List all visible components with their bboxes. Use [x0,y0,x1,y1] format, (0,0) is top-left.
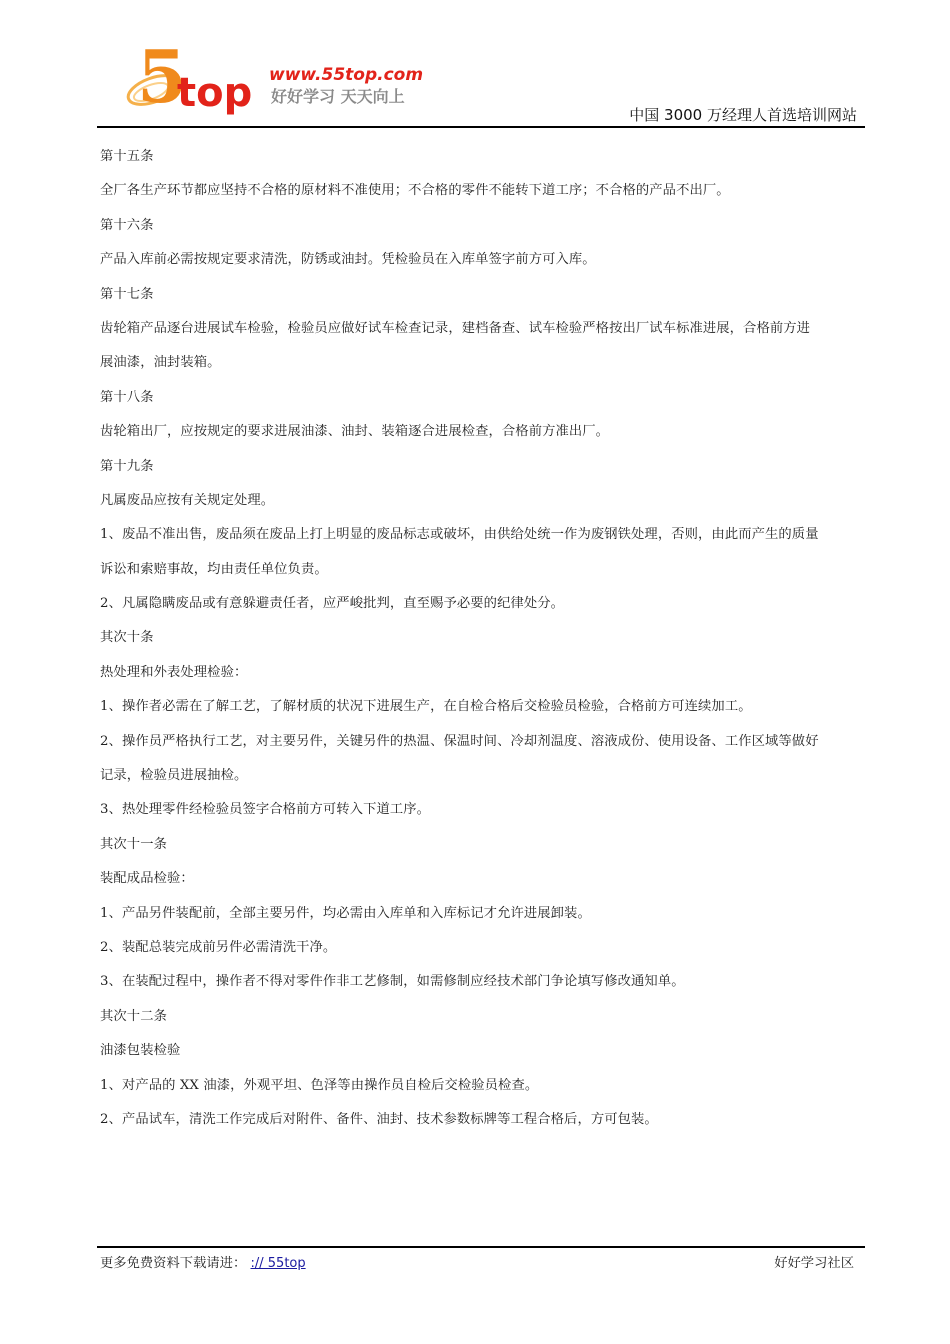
page-footer [100,1252,860,1276]
footer-download-link[interactable]: :// 55top [250,1256,306,1271]
list-item: 3、在装配过程中，操作者不得对零件作非工艺修制，如需修制应经技术部门争论填写修改通知单。 [100,974,685,990]
list-item: 2、凡属隐瞒废品或有意躲避责任者，应严峻批判，直至赐予必要的纪律处分。 [100,596,565,612]
article-heading: 其次十二条 [100,1008,167,1024]
article-heading: 其次十一条 [100,836,167,852]
logo-brand: top [177,70,253,116]
paragraph: 热处理和外表处理检验： [100,664,248,680]
article-heading: 第十八条 [100,389,154,405]
logo-slogan: 好好学习 天天向上 [271,87,405,106]
paragraph: 展油漆，油封装箱。 [100,355,221,371]
list-item: 1、对产品的 XX 油漆，外观平坦、色泽等由操作员自检后交检验员检查。 [100,1077,539,1093]
footer-download-note [100,1252,396,1271]
document-body [100,140,868,1137]
paragraph: 全厂各生产环节都应坚持不合格的原材料不准使用；不合格的零件不能转下道工序；不合格的产品不出厂。 [100,183,730,199]
footer-download-label: 更多免费资料下载请进： [100,1256,247,1271]
paragraph: 齿轮箱产品逐台进展试车检验，检验员应做好试车检查记录，建档备查、试车检验严格按出厂试车标准进展，合格前方进 [100,320,811,336]
logo-url: www.55top.com [269,65,424,85]
site-logo [111,38,441,118]
article-heading: 其次十条 [100,630,154,646]
list-item: 3、热处理零件经检验员签字合格前方可转入下道工序。 [100,802,431,818]
list-item: 诉讼和索赔事故，均由责任单位负责。 [100,561,328,577]
list-item: 2、操作员严格执行工艺，对主要另件，关键另件的热温、保温时间、冷却剂温度、溶液成份、使用设备、工作区域等做好 [100,733,819,749]
paragraph: 齿轮箱出厂，应按规定的要求进展油漆、油封、装箱逐合进展检查，合格前方准出厂。 [100,424,610,440]
paragraph: 凡属废品应按有关规定处理。 [100,492,275,508]
list-item: 2、装配总装完成前另件必需清洗干净。 [100,939,337,955]
list-item: 1、产品另件装配前，全部主要另件，均必需由入库单和入库标记才允许进展卸装。 [100,905,591,921]
list-item: 记录，检验员进展抽检。 [100,768,248,784]
logo-numeral: 5 [137,38,188,118]
footer-divider [97,1246,865,1248]
page-header [97,38,865,128]
paragraph: 产品入库前必需按规定要求清洗，防锈或油封。凭检验员在入库单签字前方可入库。 [100,252,596,268]
list-item: 1、操作者必需在了解工艺，了解材质的状况下进展生产，在自检合格后交检验员检验，合格前方可连续加工。 [100,699,752,715]
paragraph: 油漆包装检验 [100,1043,181,1059]
site-tagline: 中国 3000 万经理人首选培训网站 [629,106,857,124]
article-heading: 第十七条 [100,286,154,302]
list-item: 2、产品试车，清洗工作完成后对附件、备件、油封、技术参数标牌等工程合格后，方可包装。 [100,1111,658,1127]
header-divider [97,126,865,128]
article-heading: 第十五条 [100,149,154,164]
article-heading: 第十六条 [100,217,154,233]
article-heading: 第十九条 [100,458,154,474]
footer-community: 好好学习社区 [774,1256,854,1271]
list-item: 1、废品不准出售，废品须在废品上打上明显的废品标志或破坏，由供给处统一作为废钢铁处理，否则，由此而产生的质量 [100,527,819,543]
paragraph: 装配成品检验： [100,871,194,887]
